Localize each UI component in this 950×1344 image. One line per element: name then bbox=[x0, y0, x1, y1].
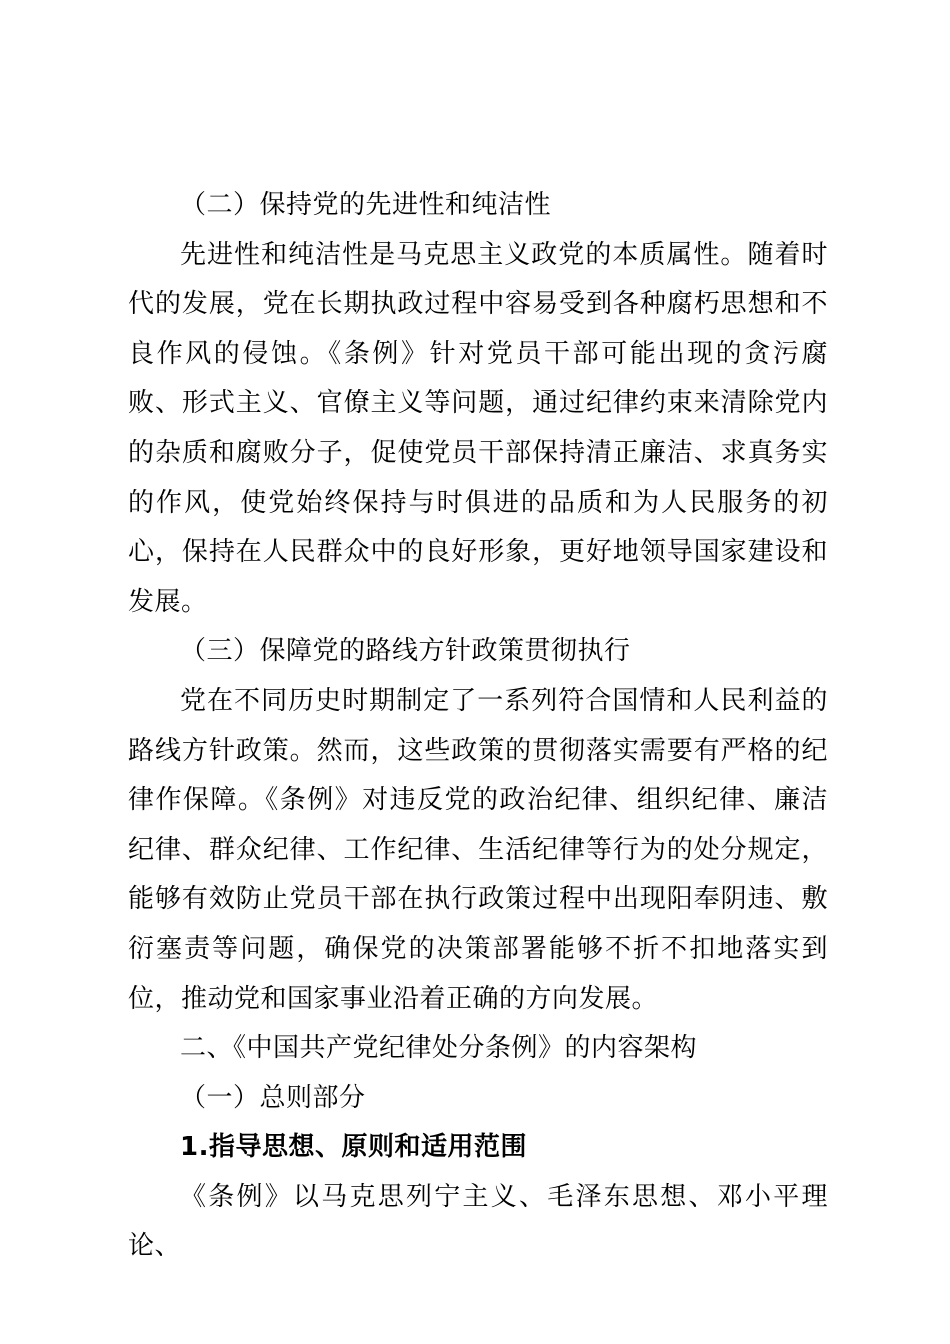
paragraph-advancement-purity: 先进性和纯洁性是马克思主义政党的本质属性。随着时代的发展，党在长期执政过程中容易受到各种腐朽思想和不良作风的侵蚀。《条例》针对党员干部可能出现的贪污腐败、形式主义、官僚主义等问题，通过纪律约束来清除党内的杂质和腐败分子，促使党员干部保持清正廉洁、求真务实的作风，使党始终保持与时俱进的品质和为人民服务的初心，保持在人民群众中的良好形象，更好地领导国家建设和发展。 bbox=[128, 239, 828, 617]
subheading-maintain-advancement: （二）保持党的先进性和纯洁性 bbox=[180, 190, 552, 220]
section-heading-content-structure: 二、《中国共产党纪律处分条例》的内容架构 bbox=[180, 1033, 698, 1064]
subheading-ensure-policy-implementation: （三）保障党的路线方针政策贯彻执行 bbox=[180, 636, 631, 667]
paragraph-guiding-ideology: 《条例》以马克思列宁主义、毛泽东思想、邓小平理论、 bbox=[128, 1181, 828, 1262]
subheading-general-provisions: （一）总则部分 bbox=[180, 1082, 366, 1113]
document-body bbox=[128, 181, 828, 1272]
item-heading-guiding-ideology: 1.指导思想、原则和适用范围 bbox=[180, 1132, 527, 1163]
paragraph-policy-implementation: 党在不同历史时期制定了一系列符合国情和人民利益的路线方针政策。然而，这些政策的贯彻落实需要有严格的纪律作保障。《条例》对违反党的政治纪律、组织纪律、廉洁纪律、群众纪律、工作纪律、生活纪律等行为的处分规定，能够有效防止党员干部在执行政策过程中出现阳奉阴违、敷衍塞责等问题，确保党的决策部署能够不折不扣地落实到位，推动党和国家事业沿着正确的方向发展。 bbox=[128, 685, 828, 1014]
